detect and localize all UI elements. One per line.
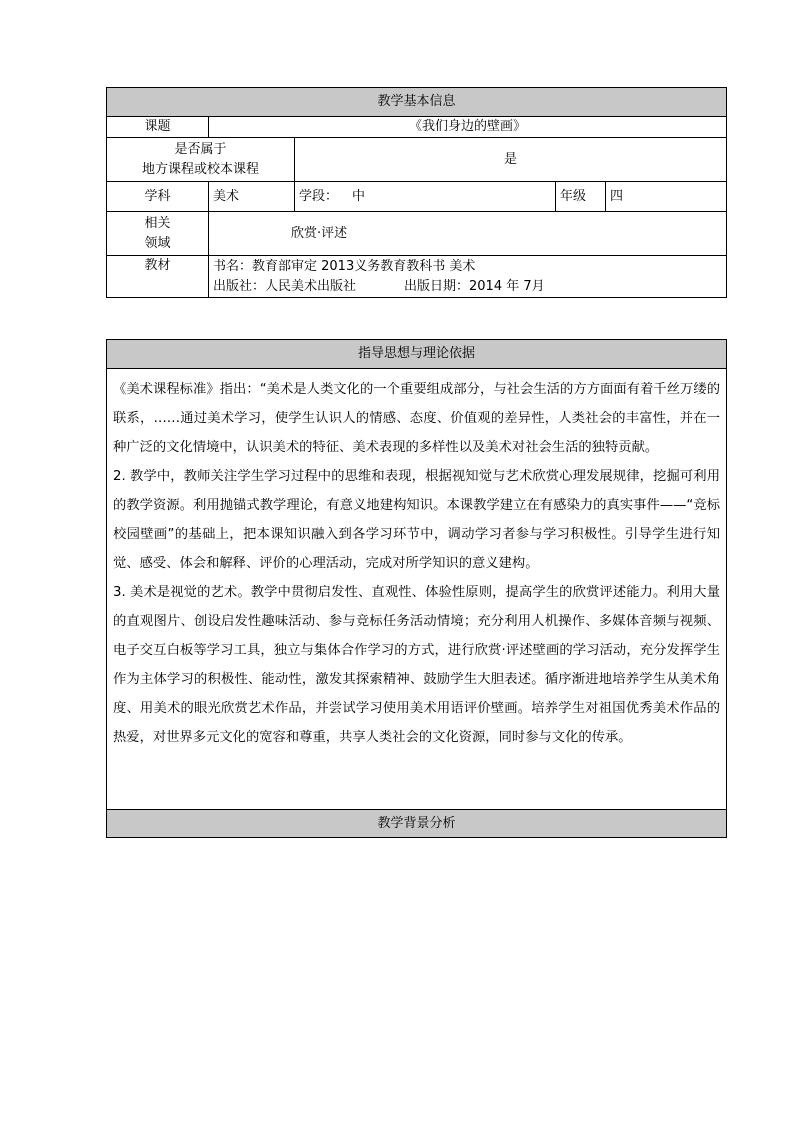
grade-label: 年级 (556, 182, 606, 212)
topic-value: 《我们身边的壁画》 (209, 117, 727, 138)
field-value: 欣赏·评述 (209, 212, 727, 256)
textbook-label: 教材 (107, 256, 209, 298)
local-course-label-line2: 地方课程或校本课程 (141, 161, 259, 177)
textbook-name: 书名：教育部审定 2013义务教育教科书 美术 (213, 258, 476, 274)
guiding-theory-header-row (107, 340, 727, 369)
field-row (107, 212, 727, 256)
guiding-theory-title: 指导思想与理论依据 (107, 340, 727, 369)
local-course-value: 是 (295, 138, 727, 182)
background-title: 教学背景分析 (107, 810, 727, 838)
textbook-date: 出版日期：2014 年 7月 (404, 278, 545, 294)
theory-paragraph-1: 《美术课程标准》指出：“美术是人类文化的一个重要组成部分，与社会生活的方方面面有着千丝万缕的联系，……通过美术学习，使学生认识人的情感、态度、价值观的差异性，人类社会的丰富性，并在一种广泛的文化情境中，认识美术的特征、美术表现的多样性以及美术对社会生活的独特贡献。 (113, 382, 720, 455)
grade-value: 四 (606, 182, 727, 212)
field-label-line1: 相关 (144, 215, 171, 231)
stage-cell (295, 182, 556, 212)
guiding-theory-body (107, 369, 727, 810)
stage-label: 学段： (299, 188, 339, 204)
textbook-row (107, 256, 727, 298)
background-header-row (107, 810, 727, 838)
guiding-theory-body-row (107, 369, 727, 810)
guiding-theory-table (106, 339, 727, 838)
field-label (107, 212, 209, 256)
subject-label: 学科 (107, 182, 209, 212)
subject-row (107, 182, 727, 212)
topic-row (107, 117, 727, 138)
textbook-publisher-line (213, 277, 722, 297)
field-label-line2: 领域 (144, 235, 171, 251)
theory-paragraph-3: 3. 美术是视觉的艺术。教学中贯彻启发性、直观性、体验性原则，提高学生的欣赏评述能力。利用大量的直观图片、创设启发性趣味活动、参与竞标任务活动情境；充分利用人机操作、多媒体音频与视频、电子交互白板等学习工具，独立与集体合作学习的方式，进行欣赏·评述壁画的学习活动，充分发挥学生作为主体学习的积极性、能动性，激发其探索精神、鼓励学生大胆表述。循序渐进地培养学生从美术角度、用美术的眼光欣赏艺术作品，并尝试学习使用美术用语评价壁画。培养学生对祖国优秀美术作品的热爱，对世界多元文化的宽容和尊重，共享人类社会的文化资源，同时参与文化的传承。 (113, 585, 720, 745)
textbook-value (209, 256, 727, 298)
theory-paragraph-2: 2. 教学中，教师关注学生学习过程中的思维和表现，根据视知觉与艺术欣赏心理发展规律，挖掘可利用的教学资源。利用抛锚式教学理论，有意义地建构知识。本课教学建立在有感染力的真实事件——“竞标校园壁画”的基础上，把本课知识融入到各学习环节中，调动学习者参与学习积极性。引导学生进行知觉、感受、体会和解释、评价的心理活动，完成对所学知识的意义建构。 (113, 469, 720, 571)
topic-label: 课题 (107, 117, 209, 138)
local-course-row (107, 138, 727, 182)
basic-info-title: 教学基本信息 (107, 88, 727, 117)
stage-value: 中 (352, 188, 366, 204)
local-course-label-line1: 是否属于 (174, 141, 227, 157)
subject-value: 美术 (209, 182, 295, 212)
textbook-publisher: 出版社：人民美术出版社 (213, 278, 357, 294)
basic-info-header-row (107, 88, 727, 117)
basic-info-table (106, 87, 727, 298)
local-course-label (107, 138, 295, 182)
